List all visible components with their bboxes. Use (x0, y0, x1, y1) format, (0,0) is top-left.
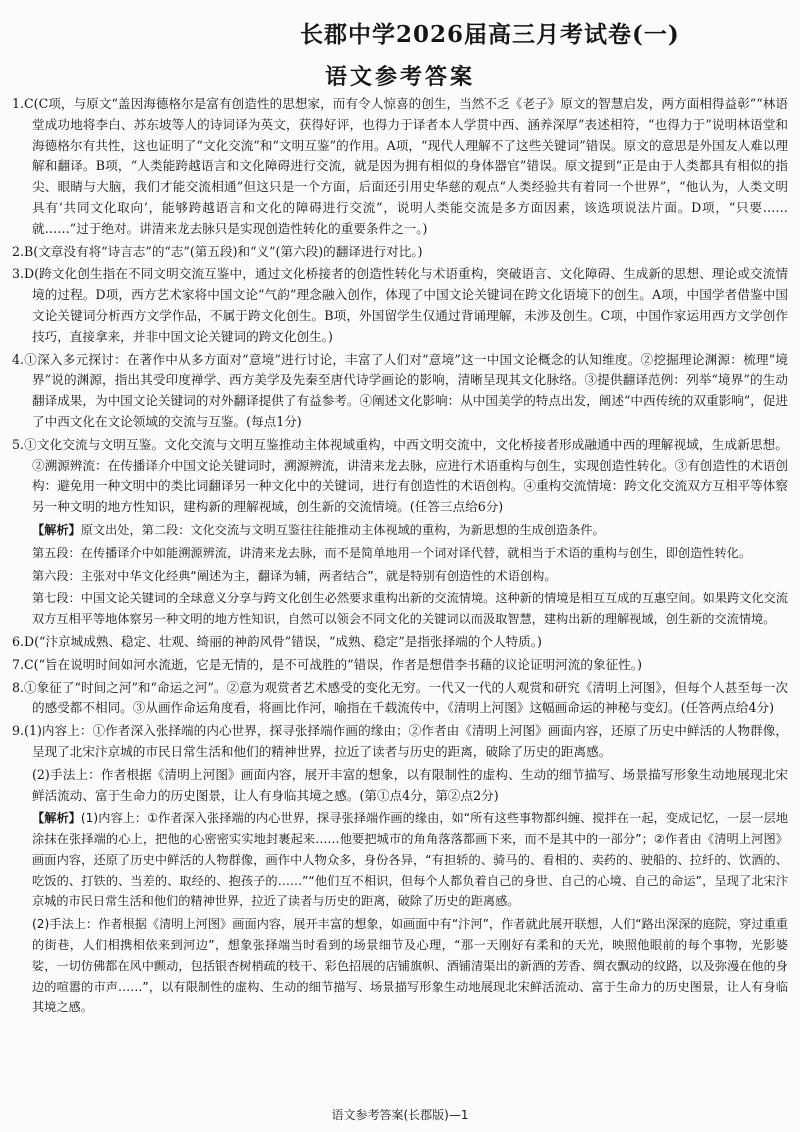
answer-item-6: 6.D(“汴京城成熟、稳定、壮观、绮丽的神韵风骨”错误，“成熟、稳定”是指张择端的个人特质。) (12, 633, 542, 649)
analysis-5-line: 第六段：主张对中华文化经典“阐述为主，翻译为辅，两者结合”，就是特别有创造性的术语创构。 (32, 568, 557, 583)
answer-item-7: 7.C(“旨在说明时间如河水流逝，它是无情的，是不可战胜的”错误，作者是想借李书藉的议论证明河流的象征性。) (12, 656, 642, 672)
answer-body (12, 94, 788, 1020)
analysis-5: 【解析】原文出处，第二段：文化交流与文明互鉴往往能推动主体视域的重构，为新思想的生成创造条件。 (32, 522, 605, 537)
answer-item-9-part2: (2)手法上：作者根据《清明上河图》画面内容，展开丰富的想象，以有限制性的虚构、生动的细节描写、场景描写形象生动地展现北宋鲜活流动、富于生命力的历史图景，让人有身临其境之感。(第①点4分，第②点2分) (32, 766, 788, 803)
page-footer: 语文参考答案(长郡版)—1 (331, 1108, 469, 1122)
analysis-5-line: 第五段：在传播译介中如能溯源辨流，讲清来龙去脉，而不是简单地用一个词对译代替，就相当于术语的重构与创生，即创造性转化。 (32, 545, 752, 560)
answer-item-3: 3.D(跨文化创生指在不同文明交流互鉴中，通过文化桥接者的创造性转化与术语重构，突破语言、文化障碍、生成新的思想、理论或交流情境的过程。D项，西方艺术家将中国文论“气韵”理念融入创作，体现了中国文论关键词在跨文化语境下的创生。A项，中国学者借鉴中国文论关键词分析西方文学作品，不属于跨文化创生。B项，外国留学生仅通过背诵理解，未涉及创生。C项，中国作家运用西方文学创作技巧，直接拿来，并非中国文论关键词的跨文化创生。) (12, 266, 788, 344)
answer-item-8: 8.①象征了“时间之河”和“命运之河”。②意为观赏者艺术感受的变化无穷。一代又一代的人观赏和研究《清明上河图》，但每个人甚至每一次的感受都不相同。③从画作命运角度看，将画比作河，喻指在千载流传中，《清明上河图》这幅画命运的神秘与变幻。(任答两点给4分) (12, 679, 788, 716)
analysis-5-line: 第七段：中国文论关键词的全球意义分享与跨文化创生必然要求重构出新的交流情境。这种新的情境是相互互成的互惠空间。如果跨文化交流双方互相平等地体察另一种文明的地方性知识，自然可以领会不同文化的关键词以而汲取智慧，建构出新的理解视域，创生新的交流情境。 (32, 591, 788, 627)
analysis-tag: 【解析】 (32, 522, 81, 537)
answer-item-5: 5.①文化交流与文明互鉴。文化交流与文明互鉴推动主体视域重构，中西文明交流中，文化桥接者形成融通中西的理解视域，生成新思想。②溯源辨流：在传播译介中国文论关键词时，溯源辨流，讲清来龙去脉，应进行术语重构与创生，实现创造性转化。③有创造性的术语创构：避免用一种文明中的类比词翻译另一种文化中的关键词，进行有创造性的术语创构。④重构交流情境：跨文化交流双方互相平等体察另一种文明的地方性知识，建构新的理解视域，创生新的交流情境。(任答三点给6分) (12, 436, 788, 515)
analysis-tag: 【解析】 (32, 811, 81, 826)
analysis-9: 【解析】(1)内容上：①作者深入张择端的内心世界，探寻张择端作画的缘由，如“所有这些事物都纠缠、搅拌在一起，变成记忆，一层一层地涂抹在张择端的心上，把他的心密密实实地封裹起来……他要把城市的角角落落都画下来，而不是其中的一部分”；②作者由《清明上河图》画面内容，还原了历史中鲜活的人物群像，画作中人物众多，身份各异，“有担轿的、骑马的、看相的、卖药的、驶船的、拉纤的、饮酒的、吃饭的、打铁的、当差的、取经的、抱孩子的……”“他们互不相识，但每个人都负着自己的身世、自己的心境、自己的命运”，呈现了北宋汴京城的市民日常生活和他们的精神世界，拉近了读者与历史的距离，破除了历史的距离感。 (32, 811, 789, 909)
answer-item-2: 2.B(文章没有将“诗言志”的“志”(第五段)和“义”(第六段)的翻译进行对比。) (12, 243, 423, 259)
answer-item-1: 1.C(C项，与原文“盖因海德格尔是富有创造性的思想家，而有令人惊喜的创生，当然不乏《老子》原文的智慧启发，两方面相得益彰”“林语堂成功地将李白、苏东坡等人的诗词译为英文，获得好评，也得力于译者本人学贯中西、涵养深厚”表述相符，“也得力于”说明林语堂和海德格尔有共性，这也证明了“文化交流”和“文明互鉴”的作用。A项，“现代人理解不了这些关键词”错误。原文的意思是外国友人难以理解和翻译。B项，“人类能跨越语言和文化障碍进行交流，就是因为拥有相似的身体器官”错误。原文提到“正是由于人类都具有相似的指尖、眼睛与大脑，我们才能交流相通”但这只是一个方面，后面还引用史华慈的观点“人类经验共有着同一个世界”，“他认为，人类文明具有‘共同文化取向’，能够跨越语言和文化的障碍进行交流”，说明人类能交流是多方面因素，该选项说法片面。D项，“只要……就……”过于绝对。讲清来龙去脉只是实现创造性转化的重要条件之一。) (12, 96, 788, 236)
page-title: 长郡中学2026届高三月考试卷(一) (300, 21, 680, 48)
analysis-9-line: (2)手法上：作者根据《清明上河图》画面内容，展开丰富的想象，如画面中有“汴河”，作者就此展开联想，人们“路出深深的庭院，穿过重重的街巷，人们相携相依来到河边”，想象张择端当时看到的场景细节及心理，“那一天刚好有柔和的天光，映照他眼前的每个事物，光影婆娑，一切仿佛都在风中颤动，包括银杏树梢疏的枝干、彩色招展的店铺旗帜、酒铺清渠出的新酒的芳香、绸衣飘动的纹路，以及弥漫在他的身边的喧嚣的市声……”，以有限制性的虚构、生动的细节描写、场景描写形象生动地展现北宋鲜活流动、富于生命力的历史图景，让人有身临其境之感。 (32, 917, 788, 1015)
answer-item-4: 4.①深入多元探讨：在著作中从多方面对“意境”进行讨论，丰富了人们对“意境”这一中国文论概念的认知维度。②挖掘理论渊源：梳理“境界”说的渊源，指出其受印度禅学、西方美学及先秦至唐代诗学画论的影响，清晰呈现其文化脉络。③提供翻译范例：列举“境界”的生动翻译成果，为中国文论关键词的对外翻译提供了有益参考。④阐述文化影响：从中国美学的特点出发，阐述“中西传统的双重影响”，促进了中西文化在文论领域的交流与互鉴。(每点1分) (12, 351, 788, 429)
answer-item-9: 9.(1)内容上：①作者深入张择端的内心世界，探寻张择端作画的缘由；②作者由《清明上河图》画面内容，还原了历史中鲜活的人物群像，呈现了北宋汴京城的市民日常生活和他们的精神世界，拉近了读者与历史的距离，破除了历史的距离感。 (12, 723, 788, 759)
page-subtitle: 语文参考答案 (325, 64, 476, 90)
